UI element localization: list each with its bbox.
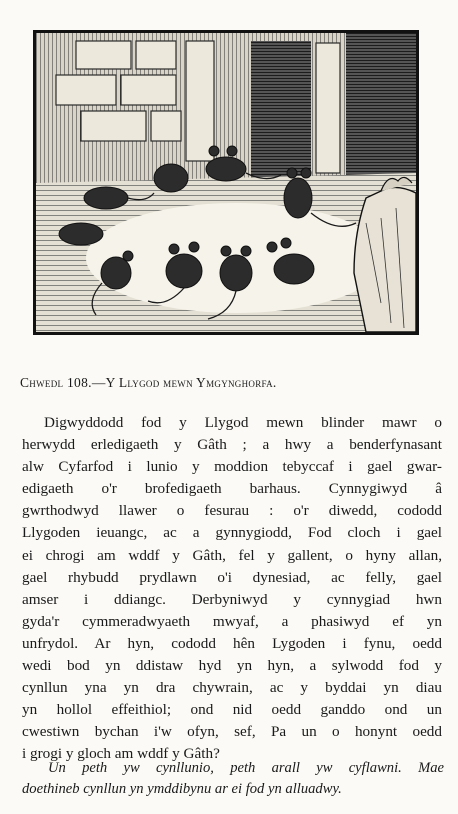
- body-line: ei chrogi am wddf y Gâth, fel y gallent, o hyny allan,: [22, 546, 442, 564]
- body-line: amser i ddiangc. Derbyniwyd y cynnygiad hwn: [22, 590, 442, 608]
- fable-body: [22, 412, 442, 766]
- body-line: Digwyddodd fod y Llygod mewn blinder mawr o: [44, 414, 442, 431]
- body-line: wedi bod yn ddistaw hyd yn hyn, a sylwodd fod y: [22, 657, 442, 675]
- caption-number: 108.: [66, 375, 92, 390]
- mice-council-icon: [36, 33, 416, 332]
- fable-moral: [22, 758, 444, 800]
- moral-line: Un peth yw cynllunio, peth arall yw cyflawni. Mae: [48, 760, 444, 776]
- body-line: Llygoden ieuangc, ac a gynnygiodd, Fod cloch i gael: [22, 524, 442, 542]
- body-line: cwestiwn bychan i'w ofyn, sef, Pa un o honynt oedd: [22, 723, 442, 741]
- body-line: yn hollol effeithiol; ond nid oedd ganddo ond un: [22, 701, 442, 719]
- body-line: gyda'r cymmeradwyaeth mwyaf, a phasiwyd ef yn: [22, 612, 442, 630]
- caption-dash: —Y: [91, 375, 116, 390]
- fable-caption: [20, 375, 440, 391]
- engraving-illustration: [33, 30, 419, 335]
- body-line: gwrthodwyd llawer o fesurau : o'r diwedd, cododd: [22, 502, 442, 520]
- body-line: herwydd erledigaeth y Gâth ; a hwy a benderfynasant: [22, 436, 442, 454]
- body-line: gael rhybudd prydlawn o'i dynesiad, ac felly, gael: [22, 568, 442, 586]
- body-line: alw Cyfarfod i lunio y moddion tebyccaf i gael gwar-: [22, 458, 442, 476]
- caption-label: Chwedl: [20, 375, 64, 390]
- body-line: cynllun yna yn dra chywrain, ac y byddai yn diau: [22, 679, 442, 697]
- caption-title: Llygod mewn Ymgynghorfa.: [118, 375, 277, 390]
- body-line: edigaeth o'r brofedigaeth barhaus. Cynnygiwyd â: [22, 480, 442, 498]
- body-line: i grogi y gloch am wddf y Gâth?: [22, 745, 220, 763]
- body-line: unfrydol. Ar hyn, cododd hên Lygoden i fynu, oedd: [22, 634, 442, 652]
- moral-line: doethineb cynllun yn ymddibynu ar ei fod yn alluadwy.: [22, 781, 342, 797]
